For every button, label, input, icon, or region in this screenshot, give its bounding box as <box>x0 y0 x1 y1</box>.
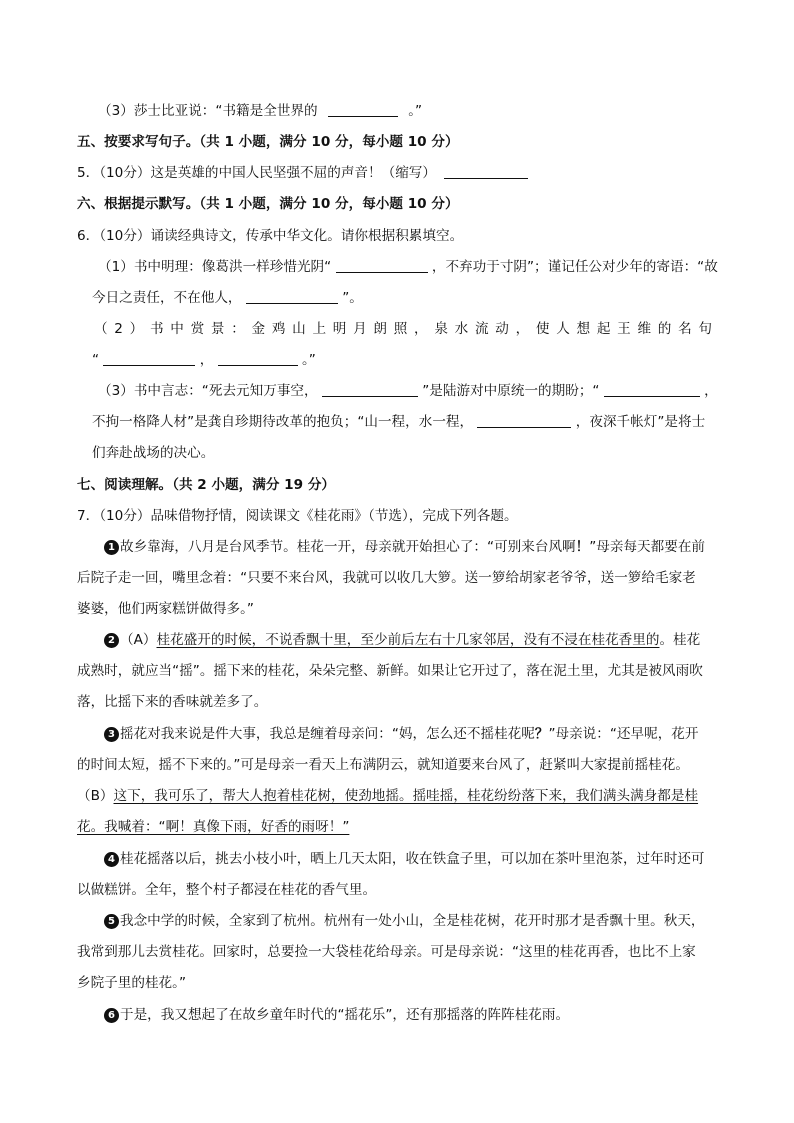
question-text: （1）书中明理：像葛洪一样珍惜光阴“ <box>98 259 332 275</box>
question-text: （3）莎士比亚说：“书籍是全世界的 <box>98 103 318 119</box>
paragraph-2-line1 <box>104 631 700 649</box>
section-6-heading: 六、根据提示默写。（共 1 小题，满分 10 分，每小题 10 分） <box>77 196 459 212</box>
answer-blank[interactable] <box>444 164 528 179</box>
answer-blank[interactable] <box>322 382 418 397</box>
question-6-2-line1: （2）书中赏景：金鸡山上明月朗照，泉水流动，使人想起王维的名句 <box>94 321 718 337</box>
paragraph-2-line3: 落，比摇下来的香味就差多了。 <box>77 694 268 710</box>
paragraph-3-line1 <box>104 725 698 743</box>
question-text: 不拘一格降人材”是龚自珍期待改革的抱负；“山一程，水一程， <box>92 414 474 430</box>
paragraph-3-line3 <box>77 787 698 805</box>
answer-blank[interactable] <box>103 351 195 366</box>
question-6-1-line2 <box>92 289 363 307</box>
question-text: ”是陆游对中原统一的期盼；“ <box>422 383 600 399</box>
paragraph-5-line1 <box>104 912 705 930</box>
passage-text: ”母亲说：“还早呢，花开 <box>548 726 699 742</box>
passage-text: （B） <box>77 788 114 804</box>
question-6-3-line3: 们奔赴战场的决心。 <box>92 445 215 461</box>
question-7: 7．（10分）品味借物抒情，阅读课文《桂花雨》（节选），完成下列各题。 <box>77 508 518 524</box>
question-6-2-line2 <box>92 351 316 369</box>
paragraph-5-line3: 乡院子里的桂花。” <box>77 975 186 991</box>
section-5-heading: 五、按要求写句子。（共 1 小题，满分 10 分，每小题 10 分） <box>77 134 459 150</box>
paragraph-1-line3: 婆婆，他们两家糕饼做得多。” <box>77 601 254 617</box>
passage-text: 我念中学的时候，全家到了杭州。杭州有一处小山，全是桂花树，花开时那才是香飘十里。秋天， <box>120 913 705 929</box>
paragraph-5-line2: 我常到那儿去赏桂花。回家时，总要捡一大袋桂花给母亲。可是母亲说：“这里的桂花再香，也比不上家 <box>77 944 696 960</box>
answer-blank[interactable] <box>477 413 571 428</box>
underlined-sentence-b: 花。我喊着：“啊！真像下雨，好香的雨呀！” <box>77 819 350 835</box>
paragraph-2-line2: 成熟时，就应当“摇”。摇下来的桂花，朵朵完整、新鲜。如果让它开过了，落在泥土里，尤其是被风雨吹 <box>77 663 703 679</box>
paragraph-number: 1 <box>104 540 119 555</box>
passage-text: 故乡靠海，八月是台风季节。桂花一开，母亲就开始担心了：“可别来台风啊 <box>120 539 576 555</box>
paragraph-number: 3 <box>104 727 119 742</box>
paragraph-1-line2: 后院子走一回，嘴里念着：“只要不来台风，我就可以收几大箩。送一箩给胡家老爷爷，送一箩给毛家老 <box>77 570 696 586</box>
section-7-heading: 七、阅读理解。（共 2 小题，满分 19 分） <box>77 477 336 493</box>
paragraph-number: 6 <box>104 1008 119 1023</box>
question-5 <box>77 164 528 182</box>
passage-text: ？ <box>534 726 549 742</box>
question-text: 5．（10分）这是英雄的中国人民坚强不屈的声音！（缩写） <box>77 165 436 181</box>
question-6-1-line1 <box>98 258 718 276</box>
passage-text: ”母亲每天都要在前 <box>589 539 706 555</box>
question-6-3-line1 <box>98 382 718 400</box>
question-text: 。” <box>408 103 423 119</box>
question-text: ，夜深千帐灯”是将士 <box>575 414 706 430</box>
passage-text: ！ <box>575 539 590 555</box>
answer-blank[interactable] <box>604 382 700 397</box>
question-text: 今日之责任，不在他人， <box>92 290 242 306</box>
passage-text: 摇花对我来说是件大事，我总是缠着母亲问：“妈，怎么还不摇桂花呢 <box>120 726 535 742</box>
question-text: ”。 <box>342 290 363 306</box>
question-text: ， <box>199 352 214 368</box>
paragraph-3-line2: 的时间太短，摇不下来的。”可是母亲一看天上布满阴云，就知道要来台风了，赶紧叫大家提前摇桂花。 <box>77 757 689 773</box>
passage-text: 。桂花 <box>659 632 701 648</box>
question-text: ，不弃功于寸阴”；谨记任公对少年的寄语：“故 <box>431 259 718 275</box>
passage-text: 桂花摇落以后，挑去小枝小叶，晒上几天太阳，收在铁盒子里，可以加在茶叶里泡茶，过年时还可 <box>120 851 705 867</box>
answer-blank[interactable] <box>328 102 398 117</box>
paragraph-6-line1 <box>104 1006 569 1024</box>
question-6: 6．（10分）诵读经典诗文，传承中华文化。请你根据积累填空。 <box>77 228 464 244</box>
paragraph-4-line1 <box>104 850 705 868</box>
answer-blank[interactable] <box>218 351 298 366</box>
underlined-sentence-b: 这下，我可乐了，帮大人抱着桂花树，使劲地摇。摇哇摇，桂花纷纷落下来，我们满头满身都是桂 <box>113 788 699 804</box>
question-6-3-line2 <box>92 413 705 431</box>
question-4-3 <box>98 102 422 120</box>
paragraph-1-line1 <box>104 538 705 556</box>
question-text: ， <box>704 383 718 399</box>
answer-blank[interactable] <box>336 258 428 273</box>
question-text: 。” <box>301 352 316 368</box>
paragraph-number: 4 <box>104 852 119 867</box>
paragraph-4-line2: 以做糕饼。全年，整个村子都浸在桂花的香气里。 <box>77 882 377 898</box>
paragraph-number: 5 <box>104 914 119 929</box>
passage-text: （A） <box>120 632 157 648</box>
paragraph-number: 2 <box>104 633 119 648</box>
question-text: （3）书中言志：“死去元知万事空， <box>98 383 318 399</box>
answer-blank[interactable] <box>246 289 338 304</box>
passage-text: 于是，我又想起了在故乡童年时代的“摇花乐”，还有那摇落的阵阵桂花雨。 <box>120 1007 570 1023</box>
paragraph-3-line4 <box>77 818 349 836</box>
question-text: “ <box>92 352 100 368</box>
underlined-sentence-a: 桂花盛开的时候，不说香飘十里，至少前后左右十几家邻居，没有不浸在桂花香里的 <box>156 632 660 648</box>
